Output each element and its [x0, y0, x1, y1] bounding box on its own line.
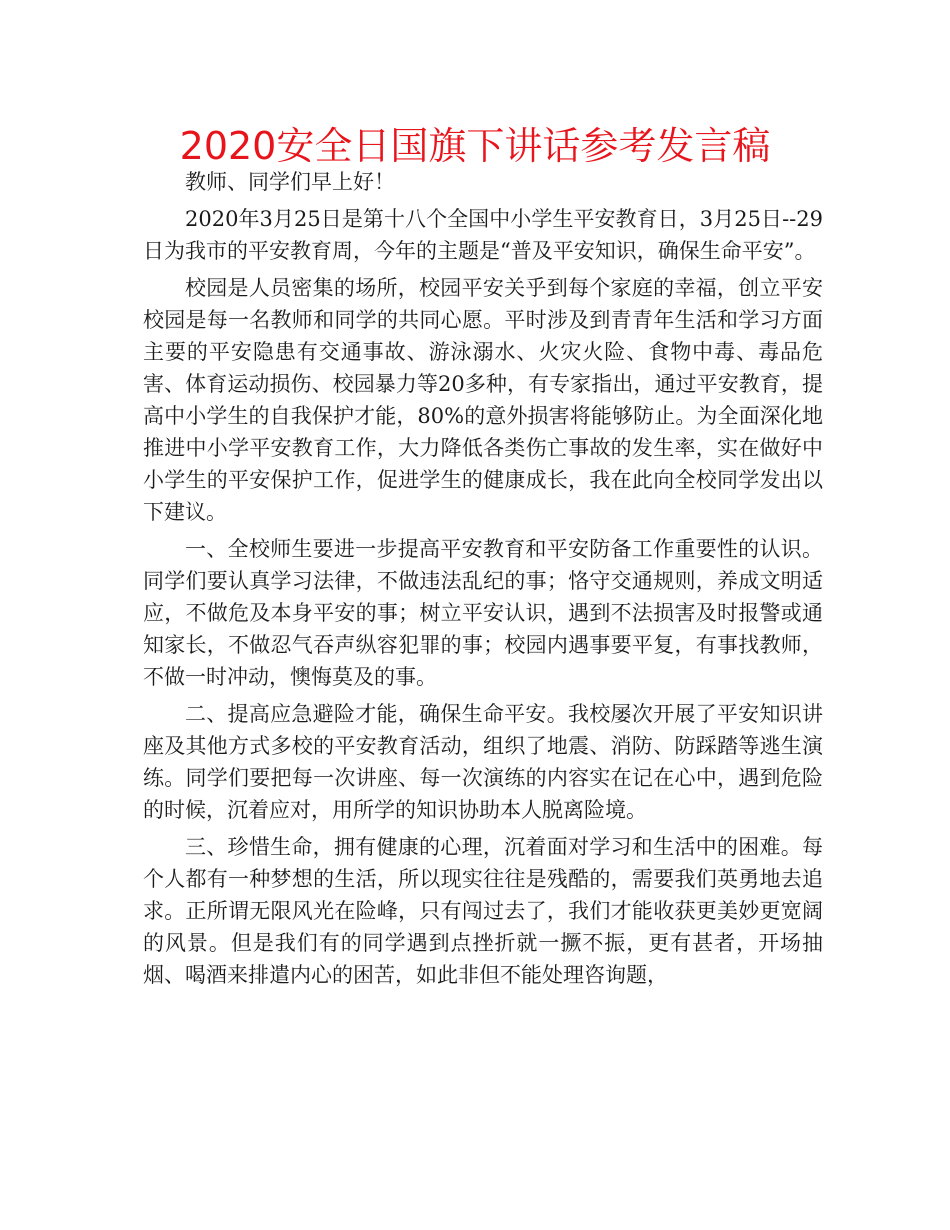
paragraph-campus-safety: 校园是人员密集的场所，校园平安关乎到每个家庭的幸福，创立平安校园是每一名教师和同学的共同心愿。平时涉及到青青年生活和学习方面主要的平安隐患有交通事故、游泳溺水、火灾火险、食物中毒、毒品危害、体育运动损伤、校园暴力等20多种，有专家指出，通过平安教育，提高中小学生的自我保护才能，80%的意外损害将能够防止。为全面深化地推进中小学平安教育工作，大力降低各类伤亡事故的发生率，实在做好中小学生的平安保护工作，促进学生的健康成长，我在此向全校同学发出以下建议。: [143, 276, 823, 524]
document-body: [143, 166, 823, 996]
paragraph-greeting: 教师、同学们早上好！: [185, 170, 395, 194]
paragraph-point-three: 三、珍惜生命，拥有健康的心理，沉着面对学习和生活中的困难。每个人都有一种梦想的生活，所以现实往往是残酷的，需要我们英勇地去追求。正所谓无限风光在险峰，只有闯过去了，我们才能收获更美妙更宽阔的风景。但是我们有的同学遇到点挫折就一撅不振，更有甚者，开场抽烟、喝酒来排遣内心的困苦，如此非但不能处理咨询题，: [143, 835, 823, 987]
paragraph-point-one: 一、全校师生要进一步提高平安教育和平安防备工作重要性的认识。同学们要认真学习法律，不做违法乱纪的事；恪守交通规则，养成文明适应，不做危及本身平安的事；树立平安认识，遇到不法损害及时报警或通知家长，不做忍气吞声纵容犯罪的事；校园内遇事要平复，有事找教师，不做一时冲动，懊悔莫及的事。: [143, 537, 823, 689]
paragraph-point-two: 二、提高应急避险才能，确保生命平安。我校屡次开展了平安知识讲座及其他方式多校的平安教育活动，组织了地震、消防、防踩踏等逃生演练。同学们要把每一次讲座、每一次演练的内容实在记在心中，遇到危险的时候，沉着应对，用所学的知识协助本人脱离险境。: [143, 702, 823, 822]
paragraph-intro: 2020年3月25日是第十八个全国中小学生平安教育日，3月25日--29日为我市的平安教育周，今年的主题是“普及平安知识，确保生命平安”。: [143, 207, 823, 263]
document-title: 2020安全日国旗下讲话参考发言稿: [179, 124, 771, 168]
